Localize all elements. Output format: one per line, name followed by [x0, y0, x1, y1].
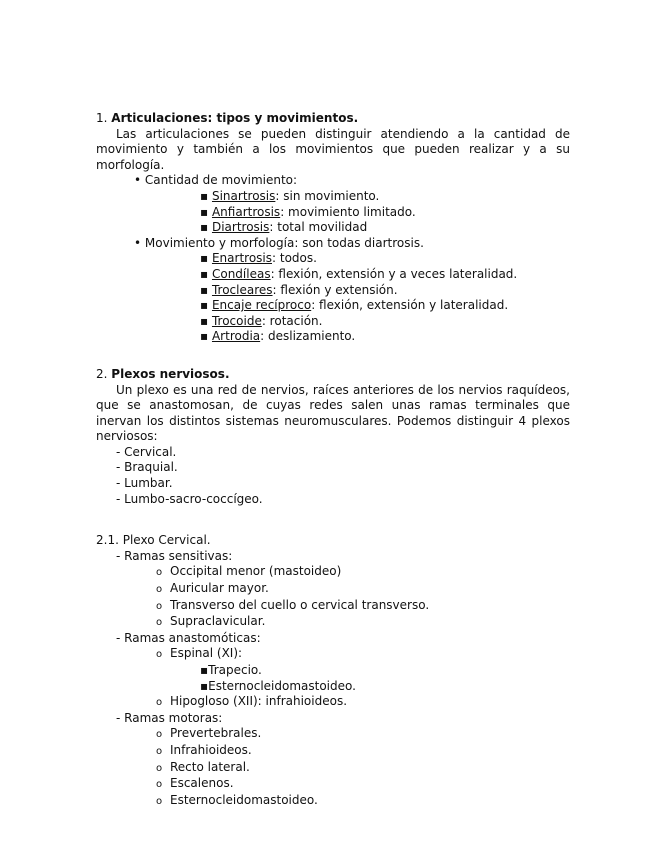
section-1-paragraph: Las articulaciones se pueden distinguir atendiendo a la cantidad de movimiento y también a los movimientos que pueden realizar y a su morfología. — [96, 126, 570, 172]
list-item: o Transverso del cuello o cervical transverso. — [156, 597, 430, 612]
section-2-heading: 2. Plexos nerviosos. — [96, 366, 230, 381]
subsection-label: - Ramas anastomóticas: — [116, 630, 261, 645]
section-2-1-heading: 2.1. Plexo Cervical. — [96, 533, 211, 548]
list-item: o Esternocleidomastoideo. — [156, 792, 318, 807]
bullet-item: • Movimiento y morfología: son todas diartrosis. — [134, 235, 424, 250]
list-item: o Auricular mayor. — [156, 581, 269, 596]
list-item: ▪ Encaje recíproco: flexión, extensión y lateralidad. — [200, 298, 509, 313]
section-1-heading: 1. Articulaciones: tipos y movimientos. — [96, 111, 359, 125]
list-item: ▪Trapecio. — [200, 663, 262, 677]
list-item: o Supraclavicular. — [156, 614, 266, 629]
subsection-label: - Ramas motoras: — [116, 710, 223, 725]
list-item: o Occipital menor (mastoideo) — [156, 564, 342, 579]
list-item: o Prevertebrales. — [156, 726, 262, 741]
list-item: - Lumbo-sacro-coccígeo. — [116, 491, 263, 506]
list-item: - Lumbar. — [116, 476, 173, 491]
list-item: o Recto lateral. — [156, 759, 250, 774]
list-item: ▪ Trocoide: rotación. — [200, 313, 323, 328]
list-item: - Braquial. — [116, 460, 178, 475]
list-item: ▪ Sinartrosis: sin movimiento. — [200, 188, 380, 203]
list-item: - Cervical. — [116, 444, 177, 459]
list-item: o Escalenos. — [156, 776, 234, 791]
list-item: ▪ Artrodia: deslizamiento. — [200, 329, 356, 344]
list-item: o Hipogloso (XII): infrahioideos. — [156, 694, 348, 709]
list-item: o Espinal (XI): — [156, 646, 243, 661]
list-item: ▪ Enartrosis: todos. — [200, 251, 317, 266]
list-item: ▪ Anfiartrosis: movimiento limitado. — [200, 204, 416, 219]
list-item: ▪ Condíleas: flexión, extensión y a veces lateralidad. — [200, 266, 518, 281]
subsection-label: - Ramas sensitivas: — [116, 548, 233, 563]
document-page — [96, 111, 570, 809]
bullet-item: • Cantidad de movimiento: — [134, 173, 298, 188]
list-item: ▪ Trocleares: flexión y extensión. — [200, 282, 398, 297]
list-item: ▪Esternocleidomastoideo. — [200, 678, 356, 693]
list-item: ▪ Diartrosis: total movilidad — [200, 220, 368, 235]
list-item: o Infrahioideos. — [156, 742, 252, 757]
section-2-paragraph: Un plexo es una red de nervios, raíces anteriores de los nervios raquídeos, que se anastomosan, de cuyas redes salen unas ramas terminales que inervan los distintos sistemas neuromusculares. Podemos distinguir 4 plexos nerviosos: — [96, 382, 570, 444]
